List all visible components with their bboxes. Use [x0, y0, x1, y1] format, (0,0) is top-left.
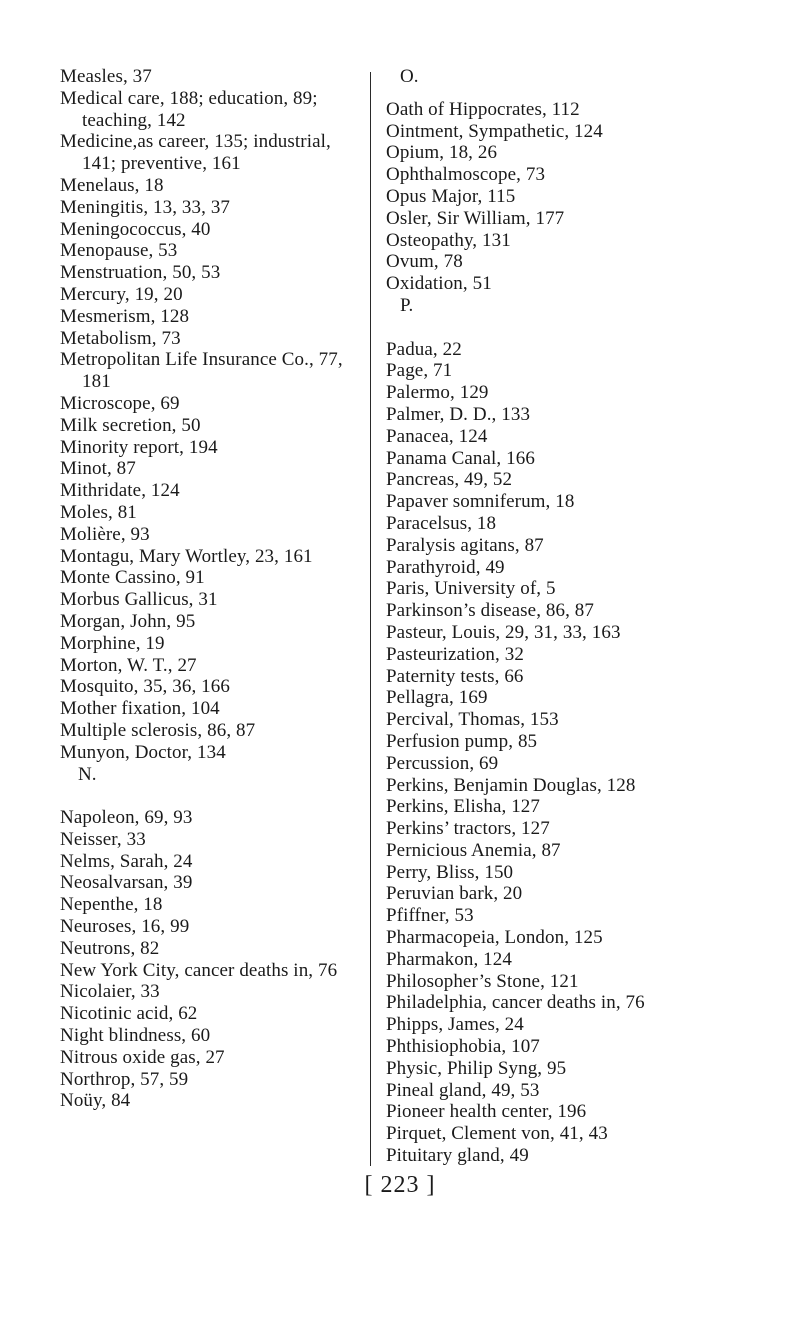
index-entry: Philosopher’s Stone, 121	[386, 970, 579, 992]
index-entry: Montagu, Mary Wortley, 23, 161	[60, 545, 313, 567]
index-entry: Paracelsus, 18	[386, 512, 497, 534]
index-entry: Moles, 81	[60, 501, 137, 523]
index-entry: Percussion, 69	[386, 752, 499, 774]
page-number: [ 223 ]	[364, 1172, 436, 1198]
index-entry: Pirquet, Clement von, 41, 43	[386, 1123, 608, 1145]
index-entry: Metropolitan Life Insurance Co., 77, 181	[60, 349, 343, 393]
index-entry: Opium, 18, 26	[386, 142, 498, 164]
index-entry: Multiple sclerosis, 86, 87	[60, 719, 256, 741]
index-entry: Mesmerism, 128	[60, 305, 190, 327]
index-entry: Phipps, James, 24	[386, 1014, 524, 1036]
section-letter-o	[386, 66, 776, 88]
index-entry: Mother fixation, 104	[60, 698, 220, 720]
index-entry: Ophthalmoscope, 73	[386, 164, 546, 186]
index-entry: Menstruation, 50, 53	[60, 262, 221, 284]
index-entry: Menopause, 53	[60, 240, 178, 262]
index-entry: Noüy, 84	[60, 1090, 131, 1112]
index-entry: Parathyroid, 49	[386, 556, 505, 578]
index-entry: Pharmacopeia, London, 125	[386, 927, 603, 949]
index-entry: Nicolaier, 33	[60, 981, 160, 1003]
index-entry: Neosalvarsan, 39	[60, 872, 193, 894]
index-entry: Metabolism, 73	[60, 327, 181, 349]
index-entry: Morgan, John, 95	[60, 610, 196, 632]
column-divider	[370, 72, 371, 1166]
index-entry: Oath of Hippocrates, 112	[386, 98, 580, 120]
index-entry: Palermo, 129	[386, 382, 489, 404]
index-entry: Meningococcus, 40	[60, 218, 211, 240]
index-entry: Morphine, 19	[60, 632, 165, 654]
index-entry: Menelaus, 18	[60, 174, 164, 196]
index-entry: Monte Cassino, 91	[60, 567, 205, 589]
index-entry: Pellagra, 169	[386, 687, 488, 709]
index-entry: Papaver somniferum, 18	[386, 491, 575, 513]
index-entry: Nitrous oxide gas, 27	[60, 1046, 225, 1068]
index-entry: Perfusion pump, 85	[386, 730, 538, 752]
index-entry: Measles, 37	[60, 66, 152, 87]
index-entry: Nepenthe, 18	[60, 894, 163, 916]
index-entry: Minority report, 194	[60, 436, 218, 458]
index-entry: Phthisiophobia, 107	[386, 1036, 540, 1058]
index-entry: Pioneer health center, 196	[386, 1101, 587, 1123]
index-entry: Morton, W. T., 27	[60, 654, 197, 676]
index-entry: Morbus Gallicus, 31	[60, 589, 218, 611]
index-entry: Munyon, Doctor, 134	[60, 741, 226, 763]
index-entry: Neutrons, 82	[60, 937, 160, 959]
index-entry: Osteopathy, 131	[386, 229, 511, 251]
index-entry: Panacea, 124	[386, 425, 488, 447]
index-entry: Percival, Thomas, 153	[386, 709, 559, 731]
index-group-n	[60, 807, 360, 1112]
index-group-p	[386, 339, 776, 1167]
index-entry: Philadelphia, cancer deaths in, 76	[386, 992, 645, 1014]
index-entry: New York City, cancer deaths in, 76	[60, 959, 338, 981]
index-entry: Northrop, 57, 59	[60, 1068, 189, 1090]
section-letter-n	[60, 764, 360, 808]
index-entry: Osler, Sir William, 177	[386, 207, 565, 229]
index-entry: Opus Major, 115	[386, 185, 516, 207]
index-entry: Perry, Bliss, 150	[386, 861, 514, 883]
index-entry: Neisser, 33	[60, 828, 146, 850]
index-entry: Minot, 87	[60, 458, 136, 480]
index-entry: Night blindness, 60	[60, 1025, 211, 1047]
index-entry: Mercury, 19, 20	[60, 283, 183, 305]
index-entry: Neuroses, 16, 99	[60, 916, 190, 938]
index-entry: Oxidation, 51	[386, 273, 492, 295]
section-letter-n-label: N.	[78, 763, 97, 785]
index-entry: Physic, Philip Syng, 95	[386, 1057, 567, 1079]
index-entry: Paternity tests, 66	[386, 665, 524, 687]
index-entry: Nelms, Sarah, 24	[60, 850, 193, 872]
index-entry: Paris, University of, 5	[386, 578, 556, 600]
index-entry: Perkins, Benjamin Douglas, 128	[386, 774, 636, 796]
index-entry: Page, 71	[386, 360, 453, 382]
index-entry: Pernicious Anemia, 87	[386, 839, 561, 861]
index-entry: Peruvian bark, 20	[386, 883, 523, 905]
index-entry: Medicine,as career, 135; industrial, 141; preventive, 161	[60, 131, 331, 175]
index-entry: Perkins’ tractors, 127	[386, 818, 550, 840]
section-letter-o-label: O.	[400, 66, 419, 87]
index-entry: Pasteur, Louis, 29, 31, 33, 163	[386, 621, 621, 643]
index-entry: Pineal gland, 49, 53	[386, 1079, 540, 1101]
index-entry: Napoleon, 69, 93	[60, 807, 193, 829]
index-entry: Nicotinic acid, 62	[60, 1003, 198, 1025]
index-entry: Microscope, 69	[60, 392, 180, 414]
index-entry: Pharmakon, 124	[386, 948, 512, 970]
index-entry: Pituitary gland, 49	[386, 1145, 529, 1167]
index-entry: Paralysis agitans, 87	[386, 534, 544, 556]
index-entry: Medical care, 188; education, 89; teaching, 142	[60, 87, 318, 131]
index-entry: Mosquito, 35, 36, 166	[60, 676, 230, 698]
index-group-m	[60, 66, 360, 764]
index-entry: Palmer, D. D., 133	[386, 403, 531, 425]
index-column-right	[386, 66, 776, 1167]
index-entry: Ointment, Sympathetic, 124	[386, 120, 603, 142]
index-group-o	[386, 99, 776, 295]
index-entry: Perkins, Elisha, 127	[386, 796, 540, 818]
index-entry: Panama Canal, 166	[386, 447, 535, 469]
index-entry: Pancreas, 49, 52	[386, 469, 513, 491]
index-entry: Pfiffner, 53	[386, 905, 474, 927]
index-entry: Mithridate, 124	[60, 480, 180, 502]
section-letter-p-label: P.	[400, 294, 414, 316]
index-column-left	[60, 66, 360, 1112]
index-entry: Parkinson’s disease, 86, 87	[386, 600, 594, 622]
index-entry: Meningitis, 13, 33, 37	[60, 196, 231, 218]
index-entry: Molière, 93	[60, 523, 150, 545]
index-entry: Milk secretion, 50	[60, 414, 201, 436]
index-entry: Padua, 22	[386, 338, 462, 360]
section-letter-p	[386, 295, 776, 339]
index-entry: Pasteurization, 32	[386, 643, 524, 665]
index-entry: Ovum, 78	[386, 251, 463, 273]
